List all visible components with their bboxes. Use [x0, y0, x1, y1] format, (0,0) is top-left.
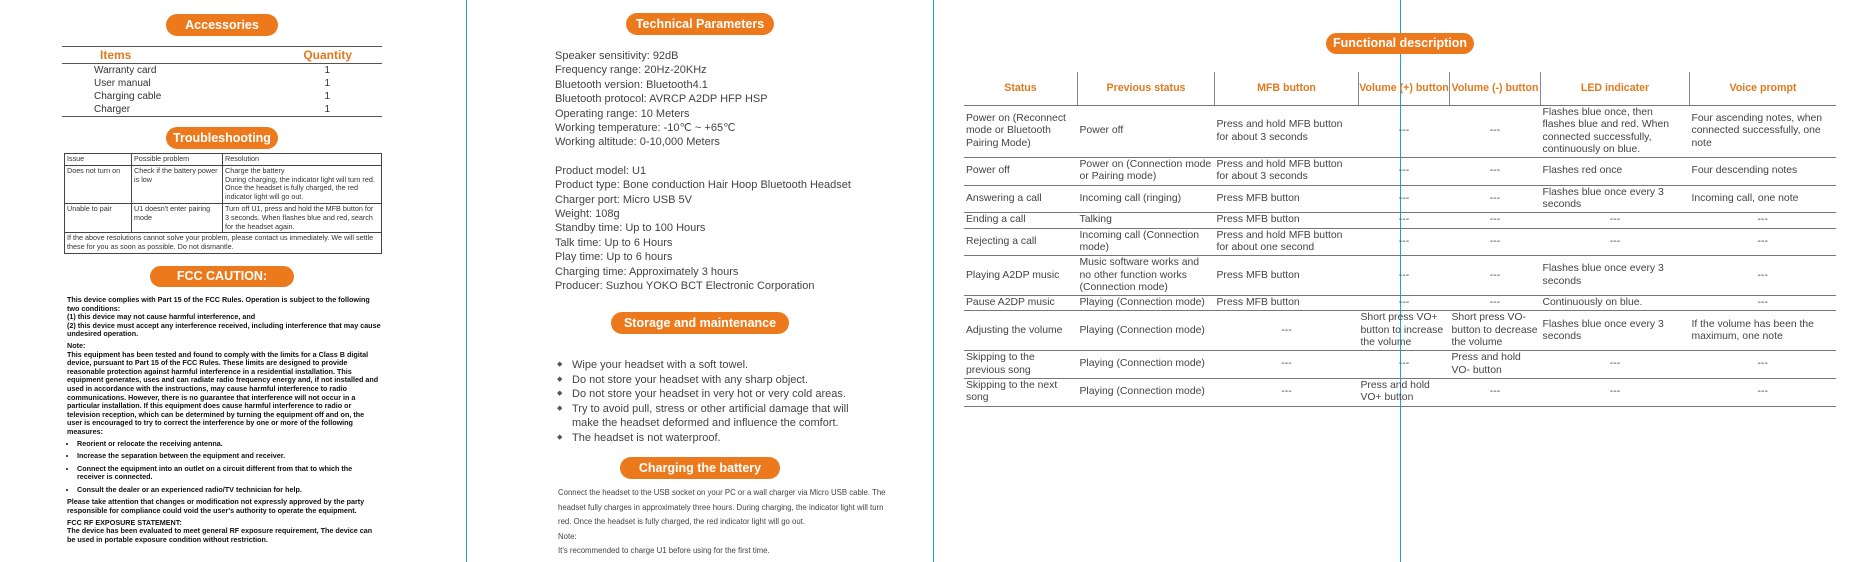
spec-line: Producer: Suzhou YOKO BCT Electronic Corporation — [555, 280, 815, 293]
accessory-item: Charging cable — [94, 91, 162, 102]
cell-led-indicator: Flashes blue once every 3 seconds — [1541, 256, 1690, 296]
cell-previous-status: Playing (Connection mode) — [1078, 311, 1215, 351]
cell-voice-prompt: --- — [1690, 213, 1837, 228]
cell-led-indicator: Flashes red once — [1541, 158, 1690, 186]
fcc-title: FCC CAUTION: — [150, 266, 294, 287]
ts-header-issue: Issue — [65, 154, 132, 166]
panel-divider — [933, 0, 934, 562]
cell-mfb-action: --- — [1215, 378, 1359, 406]
cell-mfb-action: Press and hold MFB button for about 3 seconds — [1215, 106, 1359, 158]
fcc-note-label: Note: — [67, 340, 86, 350]
fcc-paragraph: This equipment has been tested and found to comply with the limits for a Class B digital device, pursuant to Part 15 of the FCC Rules. These limits are designed to provide reasonable protection against harmful interference in a residential installation. This equipment generates, uses and can radiate radio frequency energy and, if not installed and used in accordance with the instructions, may cause harmful interference to radio communications. However, there is no guarantee that interference will not occur in a particular installation. If this equipment does cause harmful interference to radio or television reception, which can be determined by turning the equipment off and on, the user is encouraged to try to correct the interference by one or more of the following measures: — [67, 349, 379, 436]
table-row — [964, 158, 1836, 186]
cell-mfb-action: Press MFB button — [1215, 256, 1359, 296]
fcc-condition-1: (1) this device may not cause harmful interference, and — [67, 312, 256, 322]
cell-previous-status: Playing (Connection mode) — [1078, 296, 1215, 311]
cell-volume-down-action: Press and hold VO- button — [1450, 351, 1541, 379]
accessory-item: Charger — [62, 103, 241, 117]
table-row — [964, 296, 1836, 311]
cell-volume-up-action: --- — [1359, 158, 1450, 186]
cell-previous-status: Power on (Connection mode or Pairing mode) — [1078, 158, 1215, 186]
cell-previous-status: Incoming call (ringing) — [1078, 185, 1215, 213]
table-row — [62, 90, 382, 103]
cell-volume-down-action: --- — [1450, 185, 1541, 213]
accessory-quantity: 1 — [241, 103, 382, 117]
spec-line: Weight: 108g — [555, 208, 620, 221]
cell-mfb-action: --- — [1215, 351, 1359, 379]
table-row — [62, 77, 382, 90]
cell-volume-up-action: --- — [1359, 351, 1450, 379]
col-header-previous-status: Previous status — [1078, 72, 1215, 106]
ts-issue: Does not turn on — [65, 165, 132, 203]
storage-item: ◆ Do not store your headset with any sharp object. — [572, 373, 872, 388]
fcc-measure: • Increase the separation between the equipment and receiver. — [77, 452, 381, 461]
cell-voice-prompt: --- — [1690, 256, 1837, 296]
fcc-rf-text: The device has been evaluated to meet general RF exposure requirement, The device can be used in portable exposure condition without restriction. — [67, 526, 373, 544]
storage-item: ◆ Do not store your headset in very hot or very cold areas. — [572, 387, 872, 402]
cell-status: Skipping to the next song — [964, 378, 1078, 406]
table-row — [964, 185, 1836, 213]
cell-voice-prompt: Incoming call, one note — [1690, 185, 1837, 213]
ts-problem: U1 doesn't enter pairing mode — [132, 203, 223, 232]
cell-mfb-action: Press and hold MFB button for about one second — [1215, 228, 1359, 256]
storage-item: ◆ Try to avoid pull, stress or other artificial damage that will make the headset deformed and influence the comfort. — [572, 402, 872, 431]
col-header-voice: Voice prompt — [1690, 72, 1837, 106]
quantity-header: Quantity — [241, 47, 382, 64]
table-row — [964, 106, 1836, 158]
col-header-volume-up: Volume (+) button — [1359, 72, 1450, 106]
cell-volume-up-action: --- — [1359, 296, 1450, 311]
table-row — [62, 64, 382, 78]
cell-led-indicator: --- — [1541, 351, 1690, 379]
functional-title: Functional description — [1326, 33, 1474, 54]
cell-volume-down-action: --- — [1450, 378, 1541, 406]
fcc-measures-list — [67, 440, 381, 495]
table-row — [964, 378, 1836, 406]
spec-line: Charging time: Approximately 3 hours — [555, 265, 739, 278]
table-row — [964, 228, 1836, 256]
spec-line: Speaker sensitivity: 92dB — [555, 50, 679, 62]
fcc-rf-title: FCC RF EXPOSURE STATEMENT: — [67, 517, 182, 527]
cell-status: Power on (Reconnect mode or Bluetooth Pairing Mode) — [964, 106, 1078, 158]
accessory-quantity: 1 — [324, 91, 330, 102]
cell-previous-status: Power off — [1078, 106, 1215, 158]
cell-status: Playing A2DP music — [964, 256, 1078, 296]
fcc-paragraph: This device complies with Part 15 of the FCC Rules. Operation is subject to the following two conditions: — [67, 295, 370, 313]
storage-list — [555, 358, 872, 445]
fcc-measure: • Connect the equipment into an outlet on a circuit different from that to which the receiver is connected. — [77, 465, 381, 482]
cell-volume-down-action: --- — [1450, 106, 1541, 158]
cell-mfb-action: --- — [1215, 311, 1359, 351]
spec-line: Working temperature: -10℃ ~ +65℃ — [555, 122, 736, 135]
spec-line: Bluetooth version: Bluetooth4.1 — [555, 78, 708, 91]
cell-volume-down-action: --- — [1450, 296, 1541, 311]
charging-note-label: Note: — [558, 531, 577, 541]
cell-led-indicator: Continuously on blue. — [1541, 296, 1690, 311]
fcc-condition-2: (2) this device must accept any interference received, including interference that may cause undesired operation. — [67, 320, 381, 339]
charging-instructions — [558, 486, 888, 559]
troubleshooting-table — [64, 153, 382, 254]
functional-table — [964, 72, 1836, 407]
spec-line: Bluetooth protocol: AVRCP A2DP HFP HSP — [555, 93, 768, 106]
spec-line: Play time: Up to 6 hours — [555, 251, 673, 264]
cell-volume-up-action: --- — [1359, 106, 1450, 158]
cell-led-indicator: Flashes blue once every 3 seconds — [1541, 311, 1690, 351]
spec-line: Standby time: Up to 100 Hours — [555, 222, 706, 235]
cell-voice-prompt: Four descending notes — [1690, 158, 1837, 186]
cell-status: Ending a call — [964, 213, 1078, 228]
table-row — [964, 311, 1836, 351]
accessories-table — [62, 46, 382, 117]
cell-volume-up-action: Press and hold VO+ button — [1359, 378, 1450, 406]
cell-voice-prompt: --- — [1690, 228, 1837, 256]
ts-header-problem: Possible problem — [132, 154, 223, 166]
items-header: Items — [62, 47, 241, 64]
fcc-paragraph: Please take attention that changes or modification not expressly approved by the party responsible for compliance could void the user's authority to operate the equipment. — [67, 497, 365, 516]
spec-line: Product type: Bone conduction Hair Hoop Bluetooth Headset — [555, 179, 851, 192]
cell-volume-down-action: --- — [1450, 158, 1541, 186]
cell-voice-prompt: --- — [1690, 351, 1837, 379]
technical-parameters — [555, 49, 851, 294]
cell-led-indicator: --- — [1541, 228, 1690, 256]
cell-volume-up-action: --- — [1359, 256, 1450, 296]
cell-previous-status: Music software works and no other function works (Connection mode) — [1078, 256, 1215, 296]
ts-problem: Check if the battery power is low — [132, 165, 223, 203]
cell-previous-status: Incoming call (Connection mode) — [1078, 228, 1215, 256]
accessories-title: Accessories — [166, 14, 278, 36]
charging-title: Charging the battery — [620, 457, 780, 479]
cell-previous-status: Playing (Connection mode) — [1078, 378, 1215, 406]
cell-volume-down-action: --- — [1450, 256, 1541, 296]
col-header-status: Status — [964, 72, 1078, 106]
cell-status: Rejecting a call — [964, 228, 1078, 256]
charging-text: Connect the headset to the USB socket on your PC or a wall charger via Micro USB cable. The headset fully charges in approximately three hours. During charging, the indicator light will turn red. Once the headset is fully charged, the red indicator light will go out. — [558, 488, 886, 526]
ts-issue: Unable to pair — [65, 203, 132, 232]
cell-voice-prompt: --- — [1690, 378, 1837, 406]
cell-status: Pause A2DP music — [964, 296, 1078, 311]
ts-footer: If the above resolutions cannot solve your problem, please contact us immediately. We will settle these for you as soon as possible. Do not dismantle. — [65, 233, 382, 254]
cell-previous-status: Talking — [1078, 213, 1215, 228]
fcc-measure: • Consult the dealer or an experienced radio/TV technician for help. — [77, 486, 381, 495]
table-row — [964, 256, 1836, 296]
cell-volume-up-action: --- — [1359, 185, 1450, 213]
table-row — [62, 103, 382, 117]
spec-line: Charger port: Micro USB 5V — [555, 193, 692, 206]
cell-volume-up-action: --- — [1359, 213, 1450, 228]
accessory-quantity: 1 — [324, 78, 330, 89]
ts-header-resolution: Resolution — [223, 154, 382, 166]
table-row — [964, 213, 1836, 228]
cell-previous-status: Playing (Connection mode) — [1078, 351, 1215, 379]
table-row — [65, 203, 382, 232]
table-row — [65, 165, 382, 203]
spec-line: Talk time: Up to 6 Hours — [555, 236, 673, 249]
accessory-item: Warranty card — [94, 65, 157, 76]
spec-line: Working altitude: 0-10,000 Meters — [555, 136, 720, 149]
cell-led-indicator: Flashes blue once, then flashes blue and red. When connected successfully, continuously on blue. — [1541, 106, 1690, 158]
cell-volume-down-action: --- — [1450, 213, 1541, 228]
col-header-led: LED indicater — [1541, 72, 1690, 106]
ts-resolution: Turn off U1, press and hold the MFB button for 3 seconds. When flashes blue and red, search for the headset again. — [223, 203, 382, 232]
col-header-mfb: MFB button — [1215, 72, 1359, 106]
cell-mfb-action: Press and hold MFB button for about 3 seconds — [1215, 158, 1359, 186]
accessory-quantity: 1 — [324, 65, 330, 76]
cell-mfb-action: Press MFB button — [1215, 185, 1359, 213]
cell-status: Skipping to the previous song — [964, 351, 1078, 379]
ts-resolution: Charge the battery During charging, the indicator light will turn red. Once the headset is fully charged, the red indicator light will go out. — [223, 165, 382, 203]
storage-item: ◆ The headset is not waterproof. — [572, 431, 872, 446]
cell-status: Answering a call — [964, 185, 1078, 213]
cell-volume-down-action: Short press VO- button to decrease the volume — [1450, 311, 1541, 351]
cell-status: Adjusting the volume — [964, 311, 1078, 351]
spec-line: Operating range: 10 Meters — [555, 107, 690, 120]
cell-voice-prompt: --- — [1690, 296, 1837, 311]
storage-title: Storage and maintenance — [611, 312, 789, 334]
storage-item: ◆ Wipe your headset with a soft towel. — [572, 358, 872, 373]
col-header-volume-down: Volume (-) button — [1450, 72, 1541, 106]
table-row — [964, 351, 1836, 379]
panel-divider — [466, 0, 467, 562]
spec-line: Frequency range: 20Hz-20KHz — [555, 64, 707, 77]
cell-volume-up-action: Short press VO+ button to increase the volume — [1359, 311, 1450, 351]
fcc-statement — [67, 296, 381, 547]
cell-volume-down-action: --- — [1450, 228, 1541, 256]
cell-volume-up-action: --- — [1359, 228, 1450, 256]
accessory-item: User manual — [94, 78, 151, 89]
cell-led-indicator: --- — [1541, 213, 1690, 228]
fcc-measure: • Reorient or relocate the receiving antenna. — [77, 440, 381, 449]
cell-voice-prompt: Four ascending notes, when connected successfully, one note — [1690, 106, 1837, 158]
spec-line: Product model: U1 — [555, 164, 647, 177]
cell-mfb-action: Press MFB button — [1215, 296, 1359, 311]
cell-mfb-action: Press MFB button — [1215, 213, 1359, 228]
cell-voice-prompt: If the volume has been the maximum, one note — [1690, 311, 1837, 351]
cell-led-indicator: Flashes blue once every 3 seconds — [1541, 185, 1690, 213]
charging-note: It's recommended to charge U1 before using for the first time. — [558, 546, 770, 555]
cell-led-indicator: --- — [1541, 378, 1690, 406]
technical-title: Technical Parameters — [626, 13, 774, 35]
troubleshooting-title: Troubleshooting — [166, 127, 278, 149]
cell-status: Power off — [964, 158, 1078, 186]
